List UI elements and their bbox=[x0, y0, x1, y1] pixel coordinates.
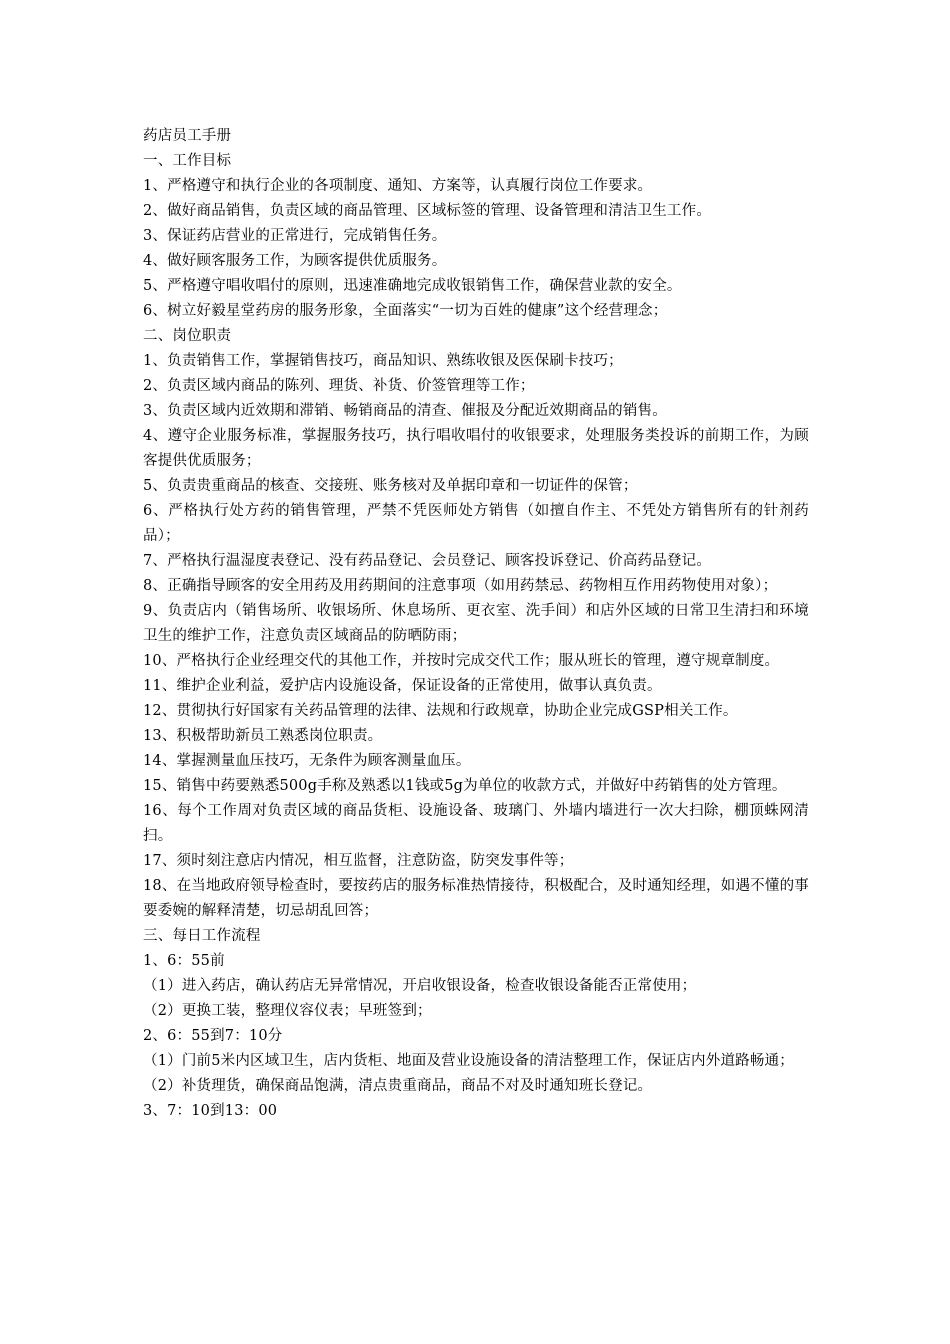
section-heading: 二、岗位职责 bbox=[143, 328, 232, 344]
list-item: 1、负责销售工作，掌握销售技巧，商品知识、熟练收银及医保刷卡技巧； bbox=[143, 353, 623, 369]
list-item: 14、掌握测量血压技巧，无条件为顾客测量血压。 bbox=[143, 753, 471, 769]
list-item: 3、保证药店营业的正常进行，完成销售任务。 bbox=[143, 228, 447, 244]
list-item: 2、负责区域内商品的陈列、理货、补货、价签管理等工作； bbox=[143, 378, 535, 394]
list-item: （2）更换工装，整理仪容仪表；早班签到； bbox=[143, 1003, 432, 1019]
list-item: 8、正确指导顾客的安全用药及用药期间的注意事项（如用药禁忌、药物相互作用药物使用对象）； bbox=[143, 578, 778, 594]
section-heading: 一、工作目标 bbox=[143, 153, 232, 169]
document-lines bbox=[143, 149, 809, 1124]
list-item: 6、树立好毅星堂药房的服务形象，全面落实“一切为百姓的健康”这个经营理念； bbox=[143, 303, 668, 319]
list-item: 1、严格遵守和执行企业的各项制度、通知、方案等，认真履行岗位工作要求。 bbox=[143, 178, 653, 194]
list-item: 5、严格遵守唱收唱付的原则，迅速准确地完成收银销售工作，确保营业款的安全。 bbox=[143, 278, 682, 294]
list-item: 12、贯彻执行好国家有关药品管理的法律、法规和行政规章，协助企业完成GSP相关工作。 bbox=[143, 703, 738, 719]
list-item: 18、在当地政府领导检查时，要按药店的服务标准热情接待，积极配合，及时通知经理，如遇不懂的事要委婉的解释清楚，切忌胡乱回答； bbox=[143, 878, 809, 919]
list-item: （1）进入药店，确认药店无异常情况，开启收银设备，检查收银设备能否正常使用； bbox=[143, 978, 697, 994]
document-title: 药店员工手册 bbox=[143, 128, 232, 144]
section-heading: 三、每日工作流程 bbox=[143, 928, 261, 944]
list-item: 6、严格执行处方药的销售管理，严禁不凭医师处方销售（如擅自作主、不凭处方销售所有的针剂药品）； bbox=[143, 503, 809, 544]
list-item: （1）门前5米内区域卫生，店内货柜、地面及营业设施设备的清洁整理工作，保证店内外道路畅通； bbox=[143, 1053, 794, 1069]
list-item: 1、6：55前 bbox=[143, 953, 225, 969]
list-item: 2、做好商品销售，负责区域的商品管理、区域标签的管理、设备管理和清洁卫生工作。 bbox=[143, 203, 712, 219]
list-item: 17、须时刻注意店内情况，相互监督，注意防盗，防突发事件等； bbox=[143, 853, 574, 869]
list-item: 13、积极帮助新员工熟悉岗位职责。 bbox=[143, 728, 383, 744]
list-item: 4、遵守企业服务标准，掌握服务技巧，执行唱收唱付的收银要求，处理服务类投诉的前期工作，为顾客提供优质服务； bbox=[143, 428, 809, 469]
list-item: 16、每个工作周对负责区域的商品货柜、设施设备、玻璃门、外墙内墙进行一次大扫除，棚顶蛛网清扫。 bbox=[143, 803, 809, 844]
list-item: 5、负责贵重商品的核查、交接班、账务核对及单据印章和一切证件的保管； bbox=[143, 478, 638, 494]
list-item: 4、做好顾客服务工作，为顾客提供优质服务。 bbox=[143, 253, 447, 269]
list-item: 3、7：10到13：00 bbox=[143, 1103, 278, 1119]
list-item: （2）补货理货，确保商品饱满，清点贵重商品，商品不对及时通知班长登记。 bbox=[143, 1078, 653, 1094]
list-item: 2、6：55到7：10分 bbox=[143, 1028, 283, 1044]
list-item: 15、销售中药要熟悉500g手称及熟悉以1钱或5g为单位的收款方式，并做好中药销售的处方管理。 bbox=[143, 778, 787, 794]
list-item: 9、负责店内（销售场所、收银场所、休息场所、更衣室、洗手间）和店外区域的日常卫生清扫和环境卫生的维护工作，注意负责区域商品的防晒防雨； bbox=[143, 603, 809, 644]
list-item: 3、负责区域内近效期和滞销、畅销商品的清查、催报及分配近效期商品的销售。 bbox=[143, 403, 667, 419]
list-item: 11、维护企业利益，爱护店内设施设备，保证设备的正常使用，做事认真负责。 bbox=[143, 678, 662, 694]
document-body bbox=[143, 124, 809, 1124]
list-item: 10、严格执行企业经理交代的其他工作，并按时完成交代工作；服从班长的管理，遵守规章制度。 bbox=[143, 653, 780, 669]
list-item: 7、严格执行温湿度表登记、没有药品登记、会员登记、顾客投诉登记、价高药品登记。 bbox=[143, 553, 712, 569]
